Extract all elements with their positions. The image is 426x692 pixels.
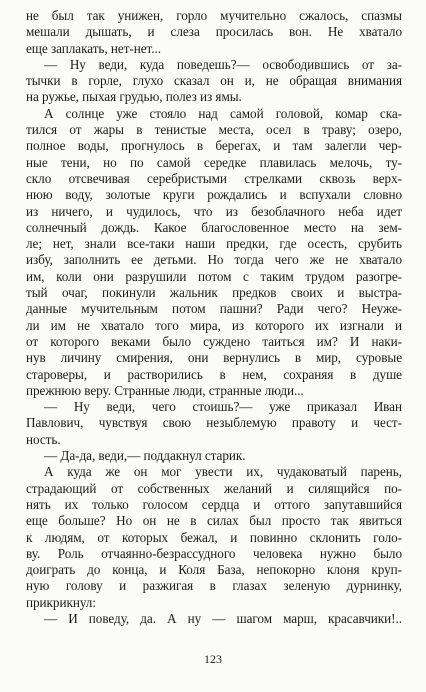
text-line: мешали дышать, и слеза просилась вон. Не хватало — [26, 24, 402, 40]
text-line: нять их только голосом сердца и оттого запутавшийся — [26, 496, 402, 512]
text-line: от которого веками было суждено таиться им? И наки- — [26, 333, 402, 349]
text-line: избу, заполнить ее детьми. Но тогда чего же не хватало — [26, 252, 402, 268]
text-line: тый очаг, покинули жальник предков своих и выстра- — [26, 285, 402, 301]
text-line: тился от жары в тенистые места, осел в траву; озеро, — [26, 122, 402, 138]
text-line: нув личину смирения, они вернулись в мир, суровые — [26, 350, 402, 366]
text-line: к людям, от которых бежал, и повинно склонить голо- — [26, 529, 402, 545]
text-line: Павлович, чувствуя свою незыблемую правоту и чест- — [26, 415, 402, 431]
text-line: солнечный дождь. Какое благословенное место на зем- — [26, 219, 402, 235]
text-line: тычки в горле, глухо сказал он и, не обращая внимания — [26, 73, 402, 89]
text-line: — Ну веди, куда поведешь?— освободившись от за- — [44, 56, 402, 72]
body-text — [26, 8, 402, 627]
text-line: им, коли они разрушили потом с таким трудом разогре- — [26, 268, 402, 284]
text-line: доиграть до конца, и Коля База, непокорно клоня круп- — [26, 562, 402, 578]
text-line: прикрикнул: — [26, 594, 96, 610]
text-line: еще заплакать, нет-нет... — [26, 40, 162, 56]
text-line: прежнюю веру. Странные люди, странные люди... — [26, 382, 304, 398]
text-line: ные тени, но по самой середке плавилась мелочь, ту- — [26, 154, 402, 170]
text-line: ли им не хватало того мира, из которого их изгнали и — [26, 317, 402, 333]
text-line: скло отсвечивая серебристыми стрелками сквозь верх- — [26, 170, 402, 186]
text-line: — Да-да, веди,— поддакнул старик. — [44, 448, 246, 464]
text-line: нюю воду, золотые круги рождались и вспухали словно — [26, 187, 402, 203]
text-line: — И поведу, да. А ну — шагом марш, красавчики!.. — [44, 610, 402, 626]
text-line: страдающий от собственных желаний и силящийся по- — [26, 480, 402, 496]
text-line: из ничего, и чудилось, что из безоблачного неба идет — [26, 203, 402, 219]
text-line: полное воды, прогнулось в берегах, и там залегли чер- — [26, 138, 402, 154]
page-number: 123 — [204, 652, 222, 666]
text-line: А солнце уже стояло над самой головой, комар ска- — [44, 105, 402, 121]
text-line: на ружье, пыхая грудью, полез из ямы. — [26, 89, 242, 105]
text-line: не был так унижен, горло мучительно сжалось, спазмы — [26, 8, 402, 23]
text-line: ную голову и разжигая в глазах зеленую дурнинку, — [26, 578, 402, 594]
text-line: ле; нет, знали все-таки наши предки, где осесть, срубить — [26, 236, 402, 252]
text-line: А куда же он мог увести их, чудаковатый парень, — [44, 464, 402, 480]
text-line: ву. Роль отчаянно-безрассудного человека нужно было — [26, 545, 402, 561]
text-line: староверы, и растворились в нем, сохраняя в душе — [26, 366, 402, 382]
text-line: данные мучительным потом пашни? Ради чего? Неуже- — [26, 301, 402, 317]
text-line: ность. — [26, 431, 61, 447]
text-line: — Ну веди, чего стоишь?— уже приказал Иван — [44, 399, 402, 415]
text-line: еще больше? Но он не в силах был просто так явиться — [26, 513, 402, 529]
